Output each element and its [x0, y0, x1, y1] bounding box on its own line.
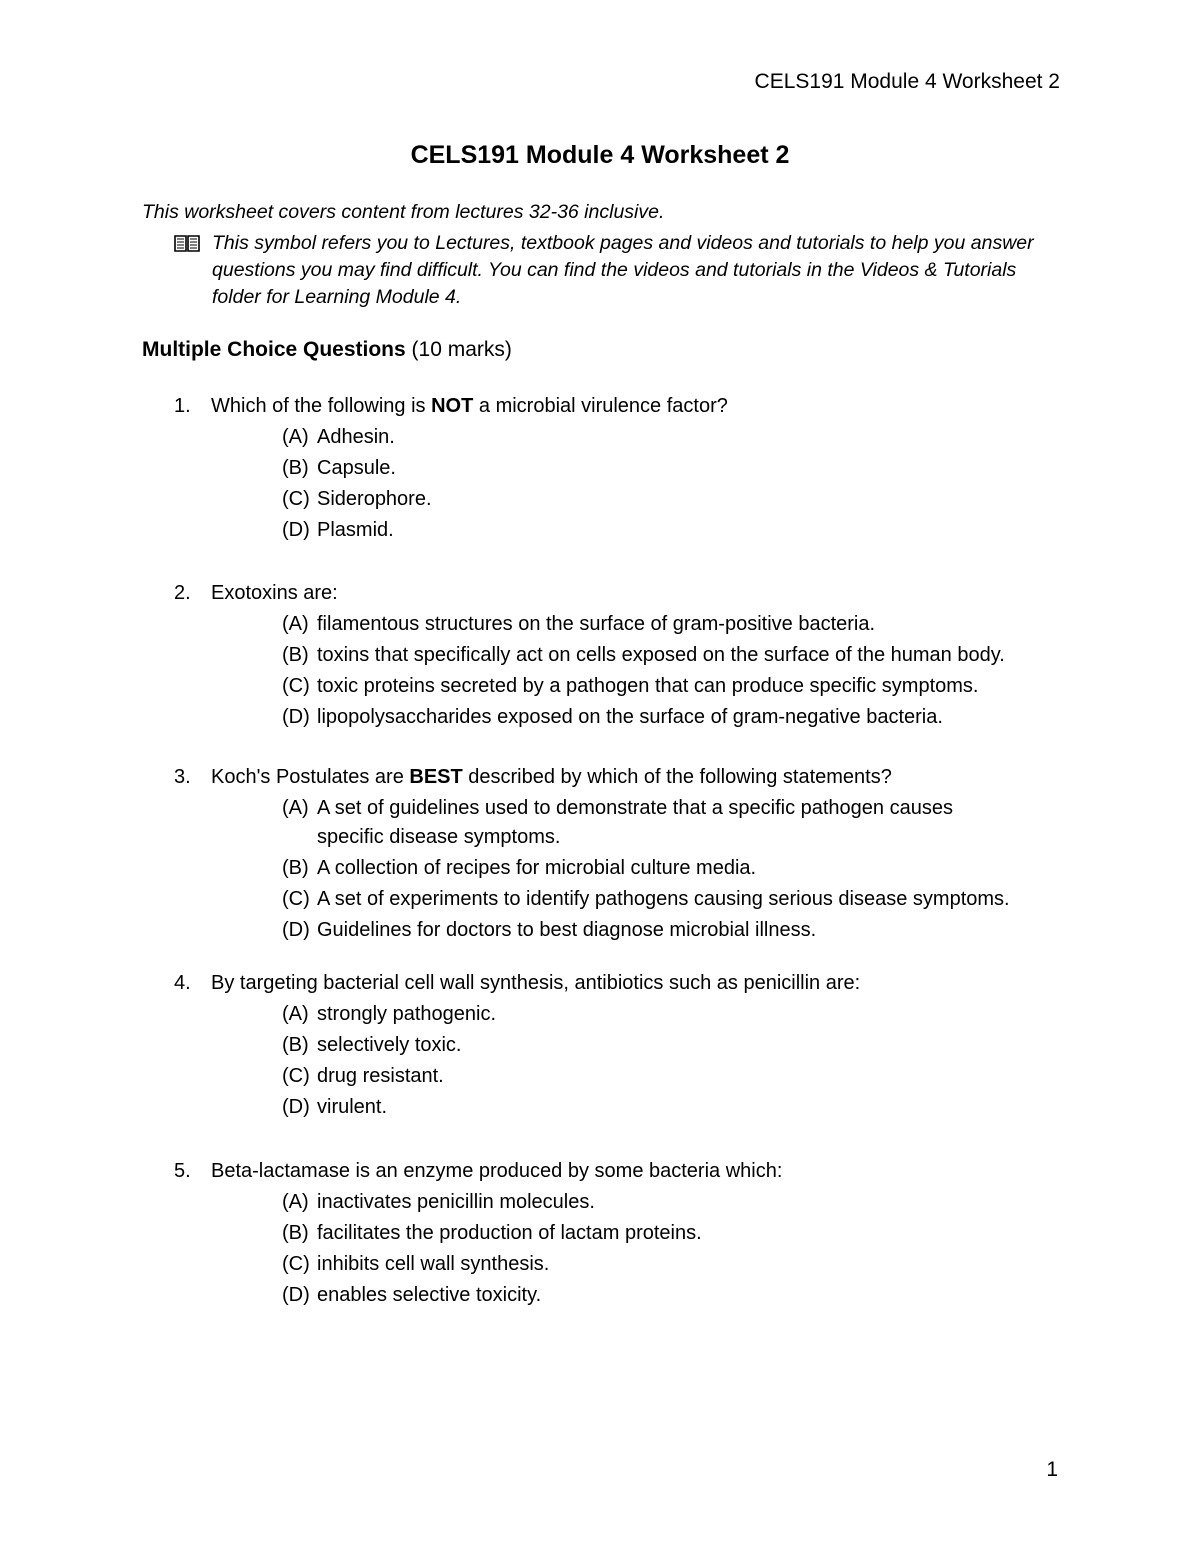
question-4	[174, 969, 1074, 1124]
running-header: CELS191 Module 4 Worksheet 2	[754, 70, 1060, 93]
section-heading	[142, 338, 512, 362]
answer-options	[174, 1000, 1074, 1122]
question-number: 1.	[174, 395, 191, 417]
answer-option-a[interactable]: (A) Adhesin.	[282, 426, 395, 448]
question-text: Beta-lactamase is an enzyme produced by some bacteria which:	[211, 1160, 783, 1182]
answer-option-c[interactable]: (C) A set of experiments to identify pathogens causing serious disease symptoms.	[282, 888, 1010, 910]
answer-option-a[interactable]: (A) strongly pathogenic.	[282, 1003, 497, 1025]
question-emphasis: BEST	[409, 766, 463, 788]
question-stem	[174, 1157, 1074, 1186]
answer-options	[174, 423, 1074, 545]
answer-option-c[interactable]: (C) toxic proteins secreted by a pathogen that can produce specific symptoms.	[282, 675, 979, 697]
question-1	[174, 392, 1074, 547]
answer-option-b[interactable]: (B) Capsule.	[282, 457, 396, 479]
question-number: 4.	[174, 972, 191, 994]
question-stem	[174, 579, 1074, 608]
answer-option-b[interactable]: (B) selectively toxic.	[282, 1034, 462, 1056]
question-5	[174, 1157, 1074, 1312]
question-number: 3.	[174, 766, 191, 788]
answer-option-c[interactable]: (C) drug resistant.	[282, 1065, 444, 1087]
answer-option-b[interactable]: (B) A collection of recipes for microbial culture media.	[282, 857, 757, 879]
section-heading-marks: (10 marks)	[411, 338, 512, 361]
answer-options	[174, 794, 1010, 945]
question-3	[174, 763, 1074, 947]
question-number: 2.	[174, 582, 191, 604]
book-icon	[174, 234, 200, 252]
question-number: 5.	[174, 1160, 191, 1182]
reference-note-text: This symbol refers you to Lectures, textbook pages and videos and tutorials to help you answer questions you may find difficult. You can find the videos and tutorials in the Videos & Tutorials folder for Learning Module 4.	[212, 232, 1034, 308]
answer-option-a[interactable]: (A) filamentous structures on the surface of gram-positive bacteria.	[282, 613, 876, 635]
question-emphasis: NOT	[431, 395, 474, 417]
question-stem	[174, 969, 1074, 998]
page-title: CELS191 Module 4 Worksheet 2	[410, 141, 790, 169]
answer-options	[174, 1188, 1074, 1310]
page-number: 1	[1046, 1458, 1058, 1481]
question-text: Koch's Postulates are BEST described by which of the following statements?	[211, 766, 892, 788]
answer-option-d[interactable]: (D) enables selective toxicity.	[282, 1284, 542, 1306]
question-text: By targeting bacterial cell wall synthesis, antibiotics such as penicillin are:	[211, 972, 861, 994]
answer-option-d[interactable]: (D) virulent.	[282, 1096, 388, 1118]
answer-option-b[interactable]: (B) toxins that specifically act on cells exposed on the surface of the human body.	[282, 644, 1005, 666]
answer-option-c[interactable]: (C) inhibits cell wall synthesis.	[282, 1253, 550, 1275]
intro-text: This worksheet covers content from lectures 32-36 inclusive.	[142, 201, 665, 223]
answer-option-d[interactable]: (D) Plasmid.	[282, 519, 394, 541]
question-stem	[174, 763, 1074, 792]
question-2	[174, 579, 1074, 734]
answer-option-a[interactable]: (A) inactivates penicillin molecules.	[282, 1191, 595, 1213]
question-stem	[174, 392, 1074, 421]
answer-option-b[interactable]: (B) facilitates the production of lactam proteins.	[282, 1222, 702, 1244]
question-text: Exotoxins are:	[211, 582, 338, 604]
answer-options	[174, 610, 1074, 732]
answer-option-c[interactable]: (C) Siderophore.	[282, 488, 432, 510]
answer-option-d[interactable]: (D) lipopolysaccharides exposed on the surface of gram-negative bacteria.	[282, 706, 943, 728]
answer-option-d[interactable]: (D) Guidelines for doctors to best diagnose microbial illness.	[282, 919, 817, 941]
answer-option-a[interactable]: (A) A set of guidelines used to demonstrate that a specific pathogen causes specific disease symptoms.	[282, 797, 953, 848]
question-text: Which of the following is NOT a microbial virulence factor?	[211, 395, 728, 417]
section-heading-title: Multiple Choice Questions	[142, 338, 406, 361]
reference-note	[176, 230, 1056, 311]
